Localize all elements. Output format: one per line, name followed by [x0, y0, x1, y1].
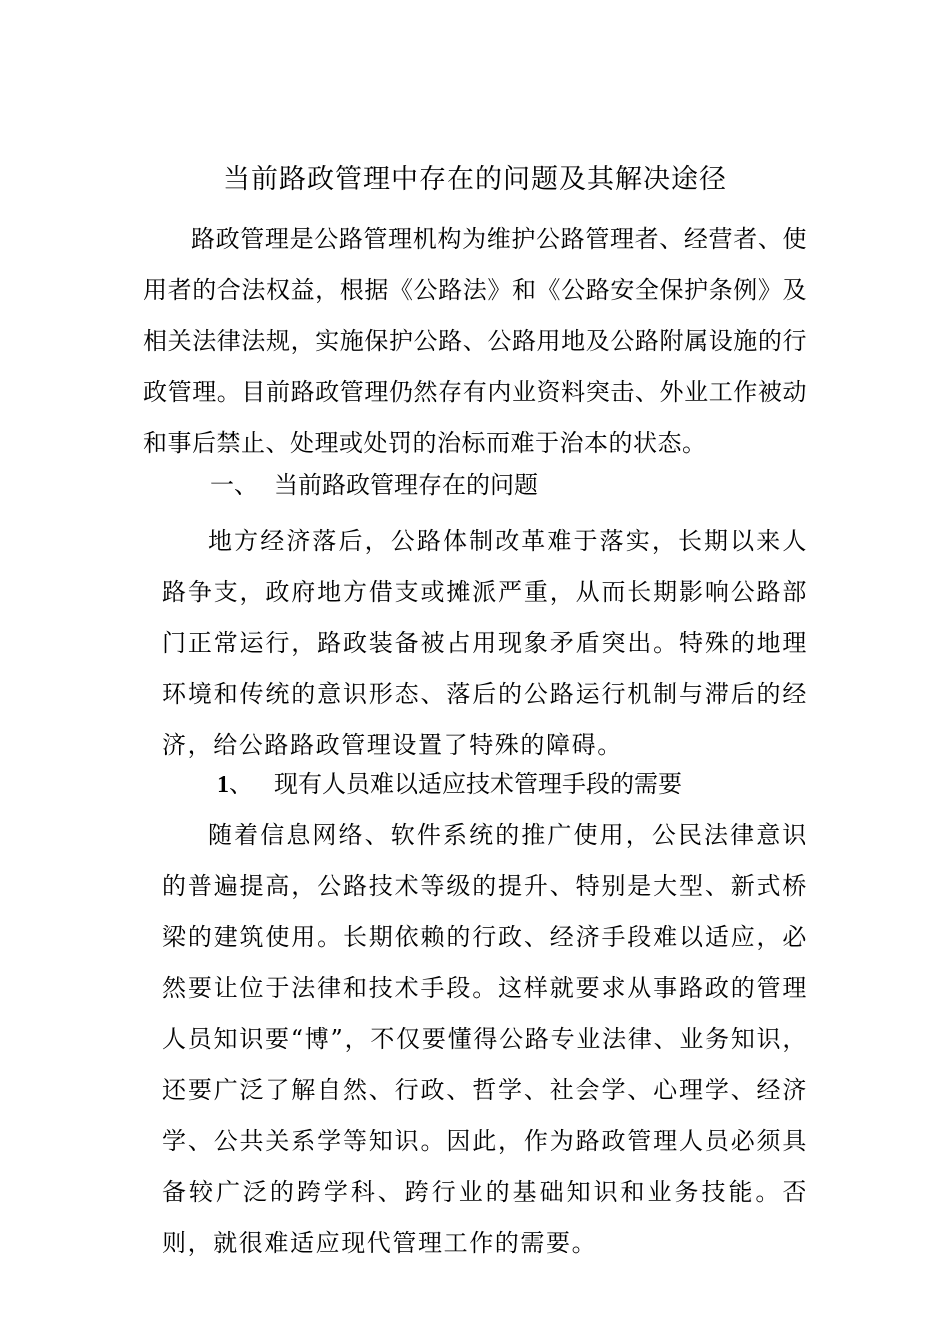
subsection-number: 1 [217, 772, 229, 798]
subsection-number-wrap [217, 764, 274, 805]
document-title: 当前路政管理中存在的问题及其解决途径 [223, 164, 727, 195]
section-heading [210, 465, 538, 505]
subsection-heading-text: 现有人员难以适应技术管理手段的需要 [274, 770, 682, 798]
section-paragraph: 地方经济落后，公路体制改革难于落实，长期以来人路争支，政府地方借支或摊派严重，从而长期影响公路部门正常运行，路政装备被占用现象矛盾突出。特殊的地理环境和传统的意识形态、落后的公路运行机制与滞后的经济，给公路路政管理设置了特殊的障碍。 [162, 527, 808, 759]
subsection-heading [217, 764, 682, 805]
subsection-number-suffix: 、 [229, 770, 253, 798]
section-number: 一、 [210, 471, 258, 499]
intro-paragraph: 路政管理是公路管理机构为维护公路管理者、经营者、使用者的合法权益，根据《公路法》和《公路安全保护条例》及相关法律法规，实施保护公路、公路用地及公路附属设施的行政管理。目前路政管理仍然存有内业资料突击、外业工作被动和事后禁止、处理或处罚的治标而难于治本的状态。 [143, 225, 807, 457]
section-heading-text: 当前路政管理存在的问题 [274, 471, 538, 499]
subsection-paragraph: 随着信息网络、软件系统的推广使用，公民法律意识的普遍提高，公路技术等级的提升、特别是大型、新式桥梁的建筑使用。长期依赖的行政、经济手段难以适应，必然要让位于法律和技术手段。这样就要求从事路政的管理人员知识要“博”，不仅要懂得公路专业法律、业务知识，还要广泛了解自然、行政、哲学、社会学、心理学、经济学、公共关系学等知识。因此，作为路政管理人员必须具备较广泛的跨学科、跨行业的基础知识和业务技能。否则，就很难适应现代管理工作的需要。 [162, 821, 808, 1257]
